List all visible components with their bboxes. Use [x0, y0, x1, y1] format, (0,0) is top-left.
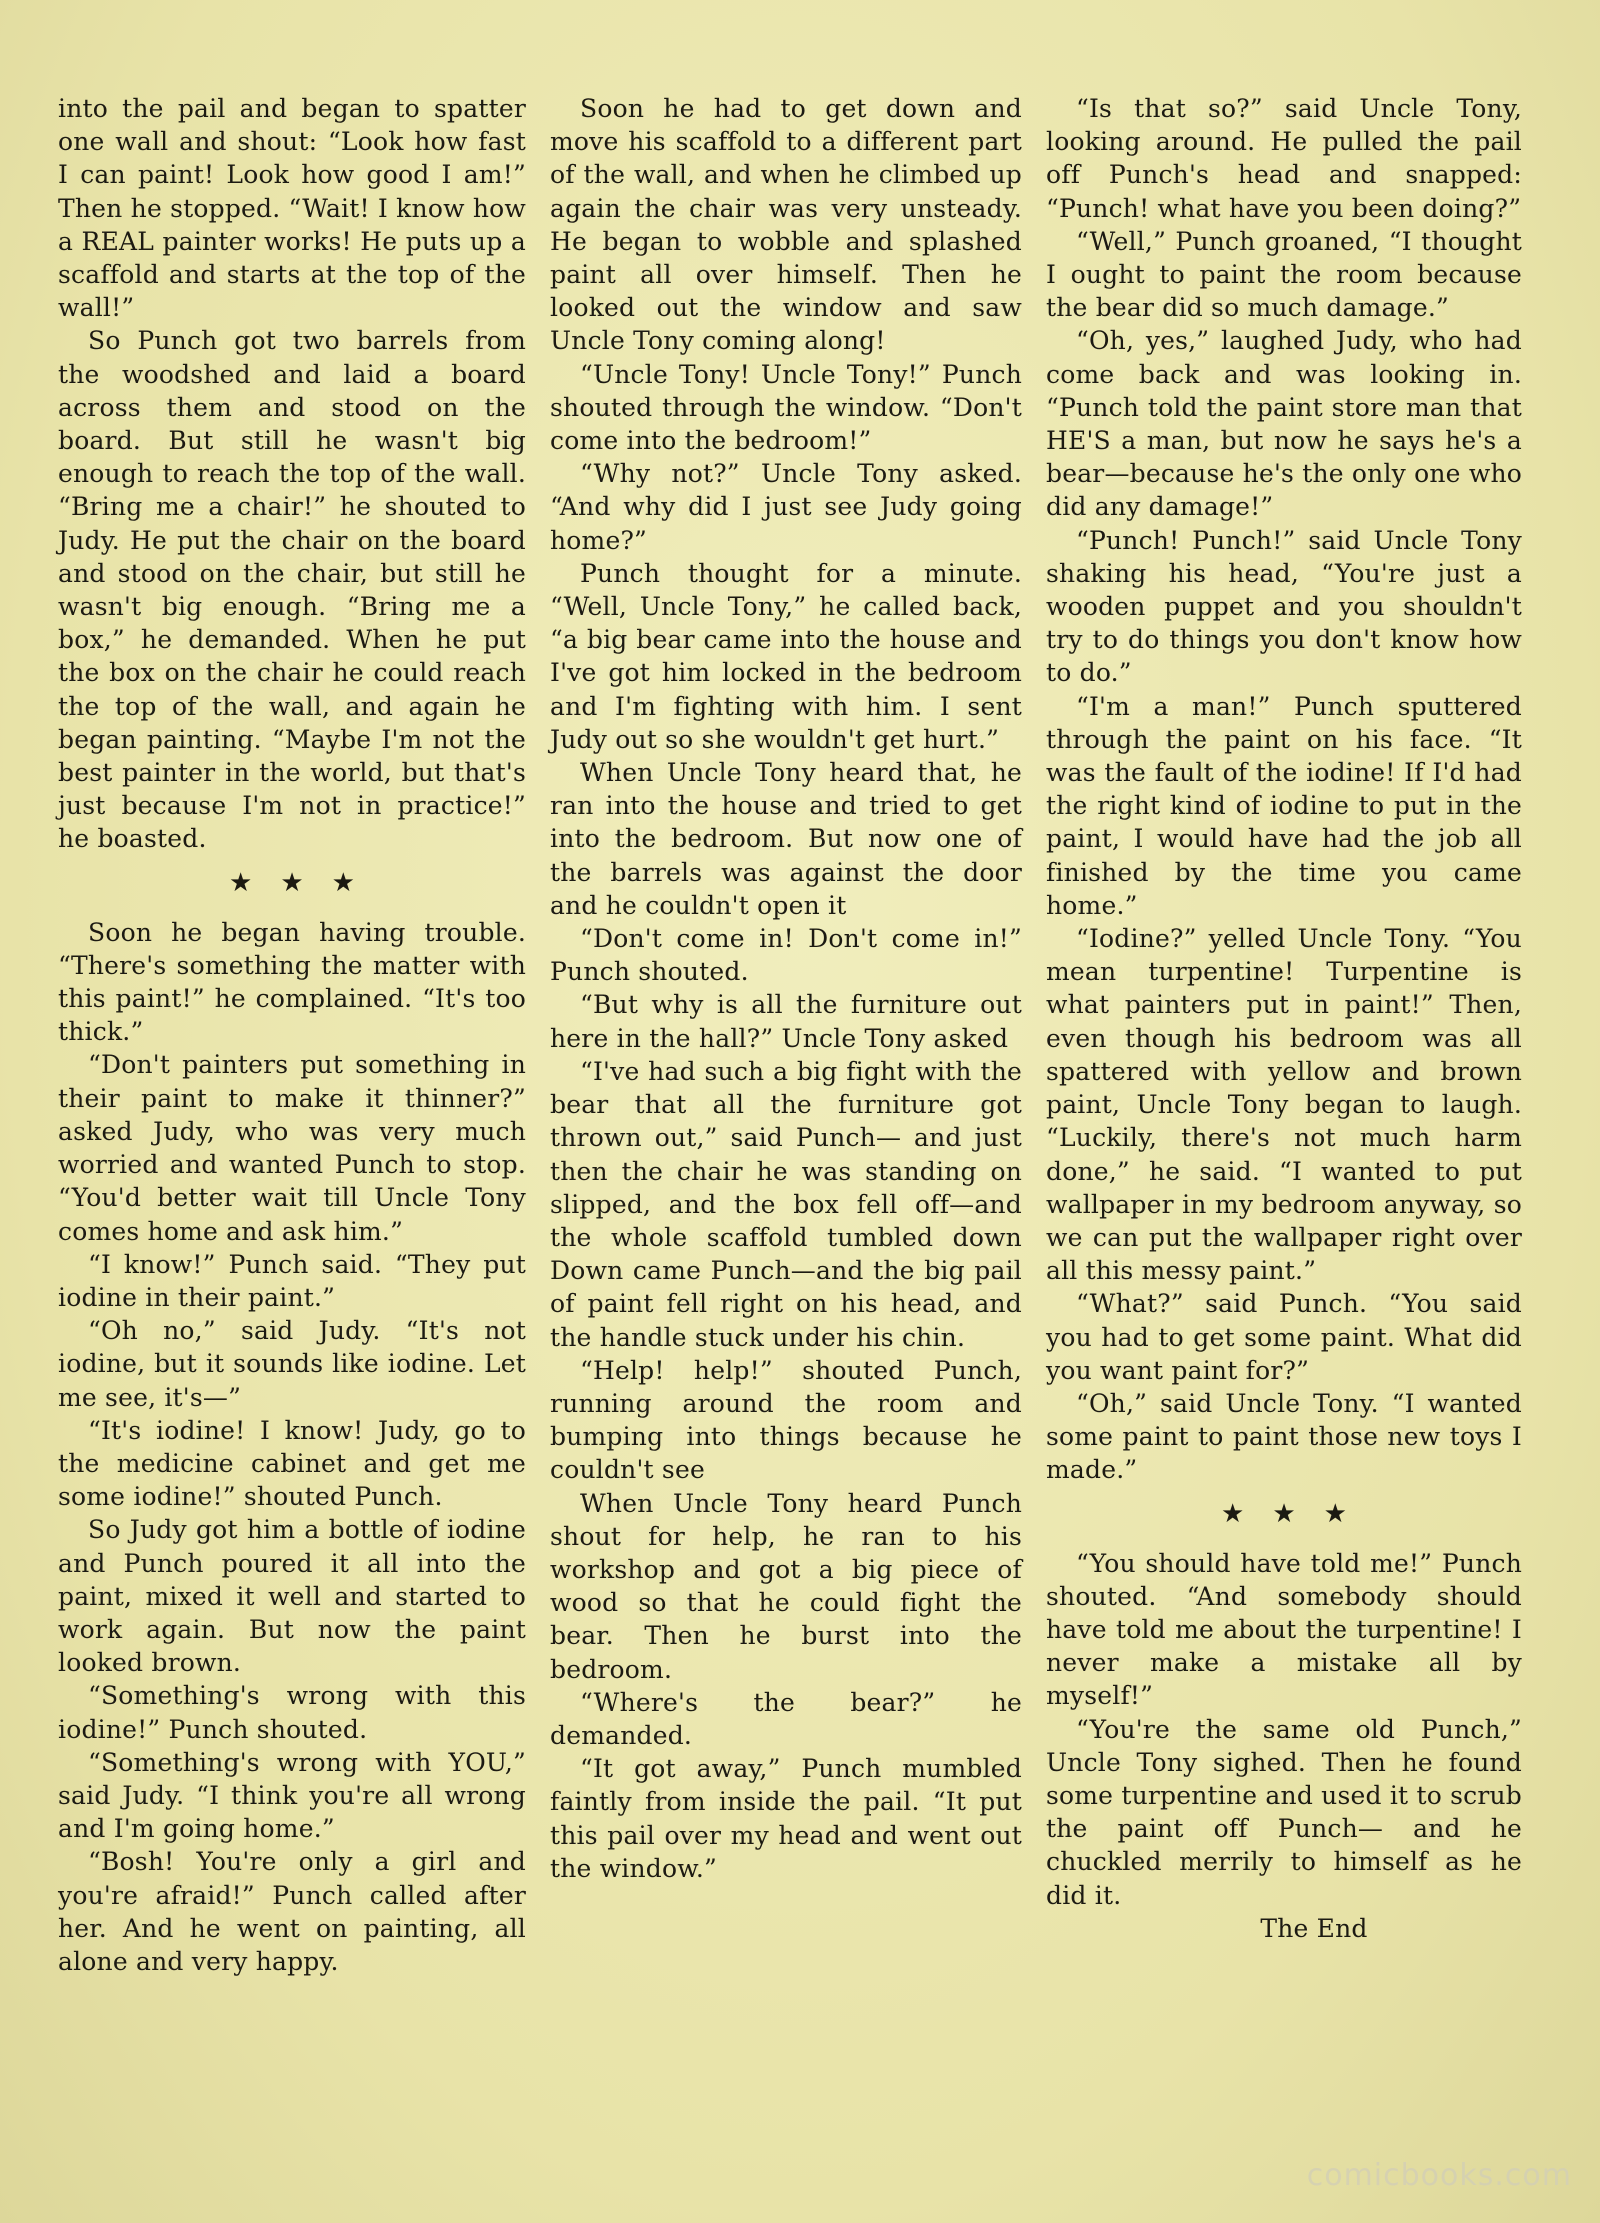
story-paragraph: “Don't painters put something in their paint to make it thinner?” asked Judy, who was very much worried and wanted Punch to stop. “You'd better wait till Uncle Tony comes home and ask him.” — [58, 1050, 526, 1246]
story-paragraph: “It got away,” Punch mumbled faintly from inside the pail. “It put this pail over my head and went out the window.” — [550, 1754, 1022, 1883]
section-break-stars: ★★★ — [1221, 1498, 1375, 1529]
story-paragraph: “Why not?” Uncle Tony asked. “And why did I just see Judy going home?” — [550, 459, 1022, 555]
story-paragraph: “Oh,” said Uncle Tony. “I wanted some paint to paint those new toys I made.” — [1046, 1388, 1522, 1485]
story-paragraph: “What?” said Punch. “You said you had to get some paint. What did you want paint for?” — [1046, 1289, 1522, 1385]
story-paragraph: “Something's wrong with YOU,” said Judy. “I think you're all wrong and I'm going home.” — [58, 1747, 526, 1844]
watermark: comicbooks.com — [1306, 2158, 1572, 2193]
story-paragraph: “You should have told me!” Punch shouted. “And somebody should have told me about the turpentine! I never make a mistake all by myself!” — [1046, 1548, 1522, 1711]
story-paragraph: “I've had such a big fight with the bear that all the furniture got thrown out,” said Punch— and just then the chair he was standing on slipped, and the box fell off—and the whole scaffold tumbled down Down came Punch—and the big pail of paint fell right on his head, and the handle stuck under his chin. — [550, 1056, 1022, 1352]
story-paragraph: “Iodine?” yelled Uncle Tony. “You mean turpentine! Turpentine is what painters put in paint!” Then, even though his bedroom was all spattered with yellow and brown paint, Uncle Tony began to laugh. “Luckily, there's not much harm done,” he said. “I wanted to put wallpaper in my bedroom anyway, so we can put the wallpaper right over all this messy paint.” — [1046, 924, 1522, 1286]
story-paragraph: Punch thought for a minute. “Well, Uncle Tony,” he called back, “a big bear came into the house and I've got him locked in the bedroom and I'm fighting with him. I sent Judy out so she wouldn't get hurt.” — [550, 558, 1022, 754]
story-paragraph: “Oh no,” said Judy. “It's not iodine, but it sounds like iodine. Let me see, it's—” — [58, 1316, 526, 1412]
story-paragraph: When Uncle Tony heard that, he ran into the house and tried to get into the bedroom. But now one of the barrels was against the door and he couldn't open it — [550, 758, 1022, 920]
section-break-stars: ★★★ — [229, 867, 383, 898]
story-paragraph: So Judy got him a bottle of iodine and Punch poured it all into the paint, mixed it well and started to work again. But now the paint looked brown. — [58, 1515, 526, 1678]
story-paragraph: “Something's wrong with this iodine!” Punch shouted. — [58, 1681, 526, 1744]
story-paragraph: “I'm a man!” Punch sputtered through the paint on his face. “It was the fault of the iodine! If I'd had the right kind of iodine to put in the paint, I would have had the job all finished by the time you came home.” — [1046, 691, 1522, 920]
story-paragraph: into the pail and began to spatter one wall and shout: “Look how fast I can paint! Look how good I am!” Then he stopped. “Wait! I know how a REAL painter works! He puts up a scaffold and starts at the top of the wall!” — [58, 94, 526, 323]
story-paragraph: “Punch! Punch!” said Uncle Tony shaking his head, “You're just a wooden puppet and you shouldn't try to do things you don't know how to do.” — [1046, 525, 1522, 688]
story-paragraph: “Oh, yes,” laughed Judy, who had come back and was looking in. “Punch told the paint store man that HE'S a man, but now he says he's a bear—because he's the only one who did any damage!” — [1046, 326, 1522, 522]
story-paragraph: “Where's the bear?” he demanded. — [550, 1687, 1022, 1750]
story-paragraph: “It's iodine! I know! Judy, go to the medicine cabinet and get me some iodine!” shouted Punch. — [58, 1415, 526, 1512]
story-paragraph: Soon he began having trouble. “There's something the matter with this paint!” he complained. “It's too thick.” — [58, 917, 526, 1047]
story-paragraph: “Help! help!” shouted Punch, running around the room and bumping into things because he couldn't see — [550, 1355, 1022, 1485]
story-paragraph: When Uncle Tony heard Punch shout for help, he ran to his workshop and got a big piece of wood so that he could fight the bear. Then he burst into the bedroom. — [550, 1488, 1022, 1684]
story-paragraph: “Well,” Punch groaned, “I thought I ought to paint the room because the bear did so much damage.” — [1046, 226, 1522, 323]
story-paragraph: “I know!” Punch said. “They put iodine in their paint.” — [58, 1249, 526, 1312]
story-paragraph: “Is that so?” said Uncle Tony, looking around. He pulled the pail off Punch's head and snapped: “Punch! what have you been doing?” — [1046, 94, 1522, 223]
story-paragraph: Soon he had to get down and move his scaffold to a different part of the wall, and when he climbed up again the chair was very unsteady. He began to wobble and splashed paint all over himself. Then he looked out the window and saw Uncle Tony coming along! — [550, 94, 1022, 356]
text-column-3 — [1046, 92, 1522, 1945]
story-paragraph: “But why is all the furniture out here in the hall?” Uncle Tony asked — [550, 990, 1022, 1053]
story-paragraph: “Uncle Tony! Uncle Tony!” Punch shouted through the window. “Don't come into the bedroom!” — [550, 359, 1022, 456]
story-paragraph: So Punch got two barrels from the woodshed and laid a board across them and stood on the board. But still he wasn't big enough to reach the top of the wall. “Bring me a chair!” he shouted to Judy. He put the chair on the board and stood on the chair, but still he wasn't big enough. “Bring me a box,” he demanded. When he put the box on the chair he could reach the top of the wall, and again he began painting. “Maybe I'm not the best painter in the world, but that's just because I'm not in practice!” he boasted. — [58, 326, 526, 854]
text-column-2 — [550, 92, 1022, 1885]
the-end-label: The End — [1260, 1913, 1368, 1943]
story-paragraph: “You're the same old Punch,” Uncle Tony sighed. Then he found some turpentine and used it to scrub the paint off Punch— and he chuckled merrily to himself as he did it. — [1046, 1714, 1522, 1910]
story-paragraph: “Bosh! You're only a girl and you're afraid!” Punch called after her. And he went on painting, all alone and very happy. — [58, 1847, 526, 1976]
text-column-1 — [58, 92, 526, 1978]
story-paragraph: “Don't come in! Don't come in!” Punch shouted. — [550, 924, 1022, 987]
